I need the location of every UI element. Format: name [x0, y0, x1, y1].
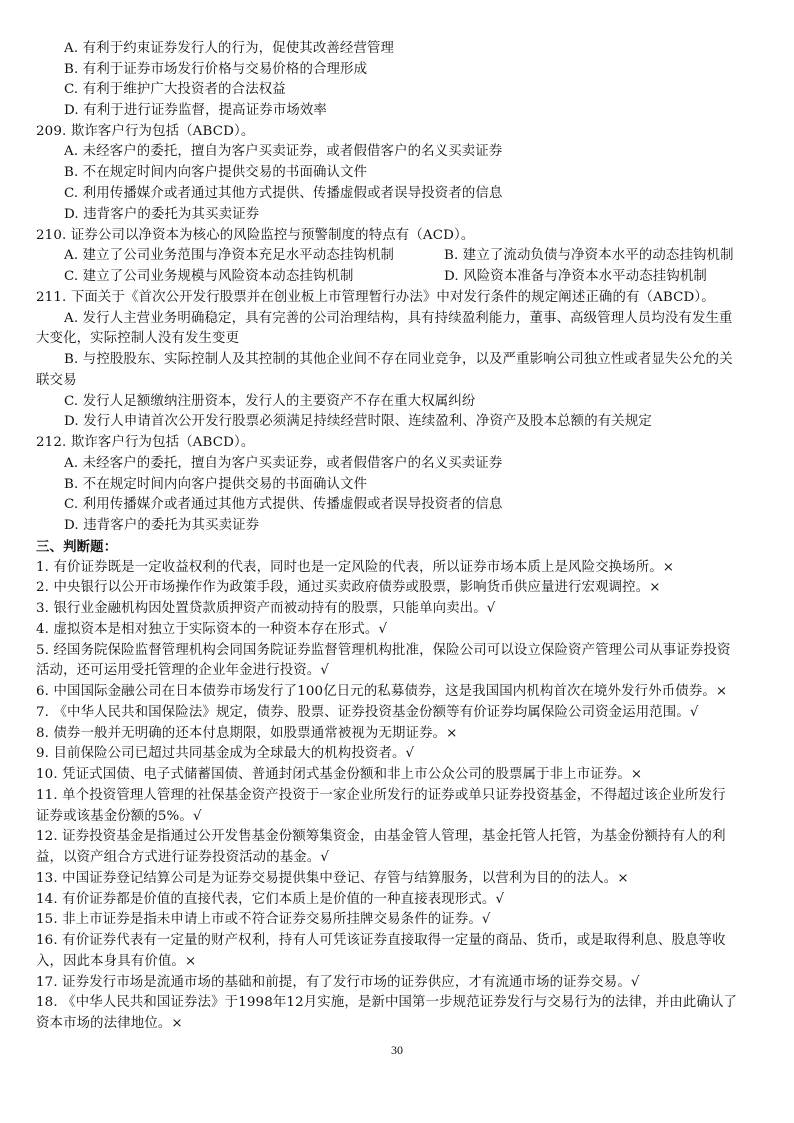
- judgment-line: 13. 中国证券登记结算公司是为证券交易提供集中登记、存管与结算服务，以营利为目的的法人。×: [36, 871, 629, 886]
- judgment-line: 5. 经国务院保险监督管理机构会同国务院证券监督管理机构批准，保险公司可以设立保险资产管理公司从事证券投资: [36, 643, 731, 658]
- judgment-line: 活动，还可运用受托管理的企业年金进行投资。√: [36, 663, 330, 678]
- judgment-line: 6. 中国国际金融公司在日本债券市场发行了100亿日元的私募债券，这是我国国内机构首次在境外发行外币债券。×: [36, 684, 728, 699]
- option-left: A. 建立了公司业务范围与净资本充足水平动态挂钩机制: [64, 248, 395, 263]
- text-line: C. 发行人足额缴纳注册资本，发行人的主要资产不存在重大权属纠纷: [64, 394, 476, 409]
- text-line: [64, 267, 707, 288]
- option-left: C. 建立了公司业务规模与风险资本动态挂钩机制: [64, 269, 354, 284]
- judgment-line: 7. 《中华人民共和国保险法》规定，债券、股票、证券投资基金份额等有价证券均属保险公司资金运用范围。√: [36, 705, 699, 720]
- judgment-line: 17. 证券发行市场是流通市场的基础和前提，有了发行市场的证券供应，才有流通市场的证券交易。√: [36, 975, 640, 990]
- judgment-line: 4. 虚拟资本是相对独立于实际资本的一种资本存在形式。√: [36, 622, 388, 637]
- judgment-line: 12. 证券投资基金是指通过公开发售基金份额筹集资金，由基金管人管理，基金托管人托管，为基金份额持有人的利: [36, 829, 726, 844]
- question-line: 210. 证券公司以净资本为核心的风险监控与预警制度的特点有（ACD）。: [36, 228, 475, 243]
- text-line: D. 发行人申请首次公开发行股票必须满足持续经营时限、连续盈利、净资产及股本总额的有关规定: [64, 414, 652, 429]
- option-right: B. 建立了流动负债与净资本水平的动态挂钩机制: [444, 248, 734, 263]
- judgment-line: 9. 目前保险公司已超过共同基金成为全球最大的机构投资者。√: [36, 746, 415, 761]
- question-line: 211. 下面关于《首次公开发行股票并在创业板上市管理暂行办法》中对发行条件的规定阐述正确的有（ABCD）。: [36, 290, 715, 305]
- judgment-line: 16. 有价证券代表有一定量的财产权利，持有人可凭该证券直接取得一定量的商品、货币，或是取得利息、股息等收: [36, 933, 726, 948]
- question-line: 212. 欺诈客户行为包括（ABCD）。: [36, 435, 255, 450]
- judgment-line: 资本市场的法律地位。×: [36, 1016, 183, 1031]
- text-line: 联交易: [36, 373, 77, 388]
- judgment-line: 11. 单个投资管理人管理的社保基金资产投资于一家企业所发行的证券或单只证券投资基金，不得超过该企业所发行: [36, 788, 726, 803]
- text-line: [64, 246, 734, 267]
- text-line: D. 违背客户的委托为其买卖证券: [64, 207, 260, 222]
- text-line: A. 未经客户的委托，擅自为客户买卖证券，或者假借客户的名义买卖证券: [64, 456, 503, 471]
- judgment-line: 益，以资产组合方式进行证券投资活动的基金。√: [36, 850, 330, 865]
- text-line: C. 利用传播媒介或者通过其他方式提供、传播虚假或者误导投资者的信息: [64, 497, 503, 512]
- judgment-line: 15. 非上市证券是指未申请上市或不符合证券交易所挂牌交易条件的证券。√: [36, 912, 491, 927]
- judgment-line: 14. 有价证券都是价值的直接代表，它们本质上是价值的一种直接表现形式。√: [36, 892, 505, 907]
- text-line: C. 有利于维护广大投资者的合法权益: [64, 82, 286, 97]
- judgment-line: 2. 中央银行以公开市场操作作为政策手段，通过买卖政府债券或股票，影响货币供应量进行宏观调控。×: [36, 580, 661, 595]
- question-line: 209. 欺诈客户行为包括（ABCD）。: [36, 124, 255, 139]
- judgment-line: 10. 凭证式国债、电子式储蓄国债、普通封闭式基金份额和非上市公众公司的股票属于非上市证券。×: [36, 767, 643, 782]
- text-line: A. 有利于约束证券发行人的行为，促使其改善经营管理: [64, 41, 395, 56]
- text-line: B. 有利于证券市场发行价格与交易价格的合理形成: [64, 62, 368, 77]
- text-line: C. 利用传播媒介或者通过其他方式提供、传播虚假或者误导投资者的信息: [64, 186, 503, 201]
- judgment-line: 入，因此本身具有价值。×: [36, 954, 197, 969]
- option-right: D. 风险资本准备与净资本水平动态挂钩机制: [444, 269, 707, 284]
- judgment-line: 18. 《中华人民共和国证券法》于1998年12月实施，是新中国第一步规范证券发行与交易行为的法律，并由此确认了: [36, 995, 738, 1010]
- text-line: A. 发行人主营业务明确稳定，具有完善的公司治理结构，具有持续盈利能力，董事、高级管理人员均没有发生重: [64, 311, 733, 326]
- text-line: D. 有利于进行证券监督，提高证券市场效率: [64, 103, 327, 118]
- text-line: 大变化，实际控制人没有发生变更: [36, 331, 240, 346]
- judgment-line: 证券或该基金份额的5%。√: [36, 809, 202, 824]
- text-line: D. 违背客户的委托为其买卖证券: [64, 518, 260, 533]
- text-line: B. 不在规定时间内向客户提供交易的书面确认文件: [64, 165, 368, 180]
- judgment-line: 1. 有价证券既是一定收益权利的代表，同时也是一定风险的代表，所以证券市场本质上是风险交换场所。×: [36, 560, 675, 575]
- judgment-line: 3. 银行业金融机构因处置贷款质押资产而被动持有的股票，只能单向卖出。√: [36, 601, 496, 616]
- section-heading: 三、判断题：: [36, 539, 118, 555]
- page-number: 30: [391, 1043, 403, 1057]
- text-line: B. 与控股股东、实际控制人及其控制的其他企业间不存在同业竞争，以及严重影响公司独立性或者显失公允的关: [64, 352, 733, 367]
- text-line: B. 不在规定时间内向客户提供交易的书面确认文件: [64, 477, 368, 492]
- text-line: A. 未经客户的委托，擅自为客户买卖证券，或者假借客户的名义买卖证券: [64, 144, 503, 159]
- judgment-line: 8. 债券一般并无明确的还本付息期限，如股票通常被视为无期证券。×: [36, 726, 458, 741]
